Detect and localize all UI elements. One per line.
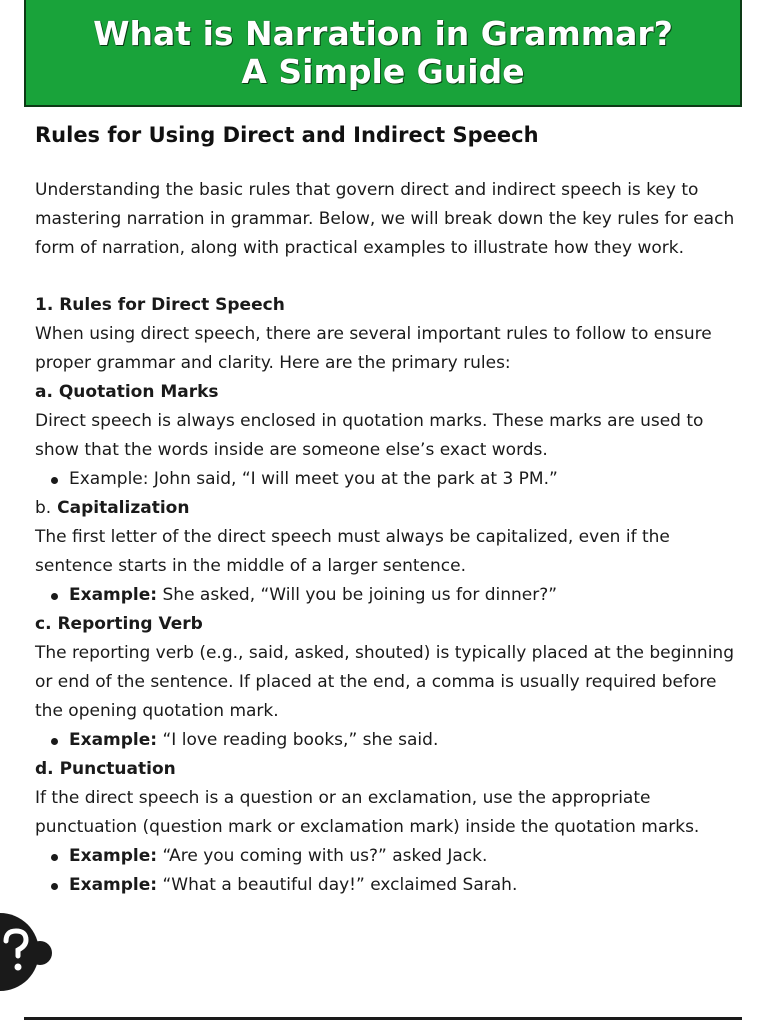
subsection-c-text: The reporting verb (e.g., said, asked, shouted) is typically placed at the beginning or end of the sentence. If placed at the end, a comma is usually required before the opening quotation mark. — [35, 643, 734, 721]
example-label: Example: — [69, 730, 158, 750]
example-text: “What a beautiful day!” exclaimed Sarah. — [162, 875, 518, 895]
example-label: Example: — [69, 875, 158, 895]
subsection-a-heading — [35, 378, 735, 407]
example-text: “I love reading books,” she said. — [162, 730, 439, 750]
subsection-a-label: a. — [35, 382, 53, 402]
help-circle-icon[interactable] — [0, 913, 66, 991]
example-text: She asked, “Will you be joining us for dinner?” — [162, 585, 558, 605]
subsection-b-text: The first letter of the direct speech must always be capitalized, even if the sentence starts in the middle of a larger sentence. — [35, 527, 670, 576]
subsection-a-example — [35, 465, 735, 494]
article-content — [35, 112, 735, 900]
subsection-a-text: Direct speech is always enclosed in quotation marks. These marks are used to show that the words inside are someone else’s exact words. — [35, 411, 704, 460]
rule-1-text: When using direct speech, there are several important rules to follow to ensure proper grammar and clarity. Here are the primary rules: — [35, 324, 712, 373]
subsection-b-example — [35, 581, 735, 610]
subsection-d-example-2 — [35, 871, 735, 900]
subsection-d-text: If the direct speech is a question or an exclamation, use the appropriate punctuation (question mark or exclamation mark) inside the quotation marks. — [35, 788, 700, 837]
subsection-d-example-1 — [35, 842, 735, 871]
subsection-b-heading — [35, 494, 735, 523]
subsection-d-heading — [35, 755, 735, 784]
subsection-c-title: Reporting Verb — [57, 614, 203, 634]
subsection-c-label: c. — [35, 614, 52, 634]
title-banner — [24, 0, 742, 107]
subsection-c-example — [35, 726, 735, 755]
banner-title-line-2: A Simple Guide — [241, 51, 525, 91]
banner-title-line-1: What is Narration in Grammar? — [93, 13, 673, 53]
example-label: Example: — [69, 585, 158, 605]
subsection-a-title: Quotation Marks — [58, 382, 219, 402]
subsection-b-label: b. — [35, 498, 52, 518]
subsection-d-title: Punctuation — [59, 759, 176, 779]
example-text: John said, “I will meet you at the park at 3 PM.” — [153, 469, 558, 489]
subsection-c-heading — [35, 610, 735, 639]
subsection-b-title: Capitalization — [57, 498, 190, 518]
example-text: “Are you coming with us?” asked Jack. — [162, 846, 488, 866]
subsection-d-label: d. — [35, 759, 54, 779]
example-label: Example: — [69, 846, 158, 866]
example-label: Example: — [69, 469, 149, 489]
rule-1-heading: 1. Rules for Direct Speech — [35, 295, 285, 315]
bottom-divider — [24, 1017, 742, 1020]
intro-paragraph: Understanding the basic rules that govern direct and indirect speech is key to mastering narration in grammar. Below, we will break down the key rules for each form of narration, along with practical examples to illustrate how they work. — [35, 180, 735, 258]
section-title: Rules for Using Direct and Indirect Speech — [35, 123, 539, 147]
